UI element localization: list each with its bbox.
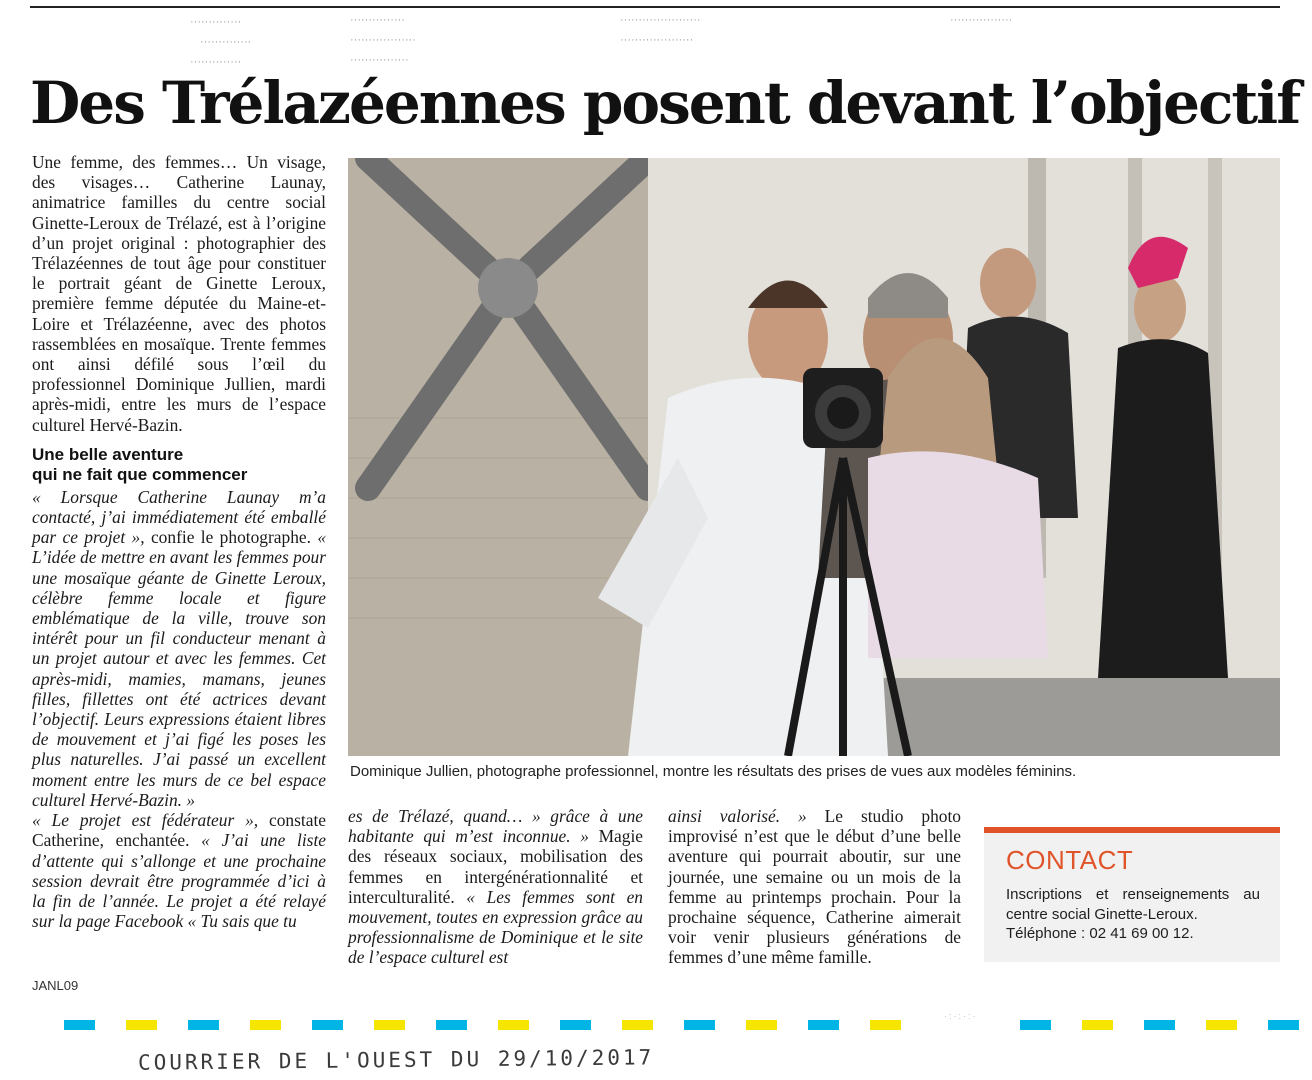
registration-swatch bbox=[1206, 1020, 1237, 1030]
contact-info: Inscriptions et renseignements au centre social Ginette-Leroux. bbox=[1006, 886, 1260, 923]
registration-swatch bbox=[1051, 1020, 1082, 1030]
registration-swatch bbox=[157, 1020, 188, 1030]
article-photo bbox=[348, 158, 1280, 756]
registration-swatch bbox=[808, 1020, 839, 1030]
contact-phone: Téléphone : 02 41 69 00 12. bbox=[1006, 925, 1194, 942]
contact-text bbox=[1006, 885, 1260, 944]
body-text: Magie des réseaux sociaux, mobilisation des femmes en intergénérationnalité et interculturalité. bbox=[348, 826, 644, 907]
previous-article-fragment: ··············· ······················ ················· ·················· ···················· ················ bbox=[350, 14, 1013, 66]
quote-paragraph-1 bbox=[32, 487, 326, 810]
registration-swatch bbox=[374, 1020, 405, 1030]
article-column-1 bbox=[32, 152, 326, 931]
registration-swatch bbox=[1113, 1020, 1144, 1030]
subheading-line-2: qui ne fait que commencer bbox=[32, 464, 248, 484]
registration-swatch bbox=[64, 1020, 95, 1030]
column-3-paragraph bbox=[668, 806, 961, 968]
quote-text: es de Trélazé, quand… » grâce à une habitante qui m’est inconnue. » bbox=[348, 806, 643, 847]
photo-illustration bbox=[348, 158, 1280, 756]
contact-box bbox=[984, 827, 1280, 962]
attribution-text: confie le photographe. bbox=[144, 527, 318, 548]
registration-swatch bbox=[1268, 1020, 1299, 1030]
registration-swatch bbox=[343, 1020, 374, 1030]
registration-swatch bbox=[715, 1020, 746, 1030]
registration-swatch bbox=[312, 1020, 343, 1030]
registration-swatch bbox=[1237, 1020, 1268, 1030]
registration-swatch bbox=[1144, 1020, 1175, 1030]
registration-swatch bbox=[684, 1020, 715, 1030]
quote-text: « Les femmes sont en mouvement, toutes en expression grâce au professionnalisme de Dominique et le site de l’espace culturel est bbox=[348, 886, 644, 968]
registration-swatch bbox=[1175, 1020, 1206, 1030]
quote-text: « Le projet est fédérateur », bbox=[32, 810, 259, 831]
quote-text: « L’idée de mettre en avant les femmes pour une mosaïque géante de Ginette Leroux, célèbre femme locale et figure emblématique de la ville, trouve son intérêt pour un fil conducteur menant à un projet autour et avec les femmes. Cet après-midi, mamies, mamans, jeunes filles, fillettes ont été actrices devant l’objectif. Leurs expressions étaient libres de mouvement et j’ai figé les poses les plus naturelles. J’ai passé un excellent moment entre les murs de ce bel espace culturel Hervé-Bazin. » bbox=[32, 527, 327, 810]
subheading bbox=[32, 445, 326, 485]
registration-swatch bbox=[591, 1020, 622, 1030]
quote-text: « Lorsque Catherine Launay m’a contacté, j’ai immédiatement été emballé par ce projet », bbox=[32, 486, 326, 548]
color-registration-bar-right bbox=[1020, 1020, 1299, 1030]
article-column-2 bbox=[348, 806, 643, 968]
registration-swatch bbox=[95, 1020, 126, 1030]
registration-swatch bbox=[560, 1020, 591, 1030]
quote-paragraph-2 bbox=[32, 810, 326, 931]
contact-accent-bar bbox=[984, 827, 1280, 833]
registration-swatch bbox=[250, 1020, 281, 1030]
registration-swatch bbox=[777, 1020, 808, 1030]
registration-swatch bbox=[467, 1020, 498, 1030]
previous-article-fragment-left: ·············· ·············· ·············· bbox=[190, 16, 252, 68]
top-rule bbox=[30, 6, 1280, 8]
registration-swatch bbox=[653, 1020, 684, 1030]
registration-swatch bbox=[281, 1020, 312, 1030]
quote-text: ainsi valorisé. » bbox=[668, 806, 807, 826]
body-text: Le studio photo improvisé n’est que le début d’une belle aventure qui pourrait aboutir, sur une journée, une semaine ou un mois de la femme au printemps prochain. Pour la prochaine séquence, Catherine aimerait voir venir plusieurs générations de femmes d’une même famille. bbox=[668, 806, 961, 968]
photo-caption: Dominique Jullien, photographe professionnel, montre les résultats des prises de vues aux modèles féminins. bbox=[350, 763, 1077, 780]
registration-swatch bbox=[1082, 1020, 1113, 1030]
registration-swatch bbox=[746, 1020, 777, 1030]
handwritten-source-note: COURRIER DE L'OUEST DU 29/10/2017 bbox=[137, 1045, 655, 1075]
registration-swatch bbox=[126, 1020, 157, 1030]
registration-swatch bbox=[436, 1020, 467, 1030]
color-registration-bar-left bbox=[64, 1020, 932, 1030]
registration-swatch bbox=[405, 1020, 436, 1030]
column-2-paragraph bbox=[348, 806, 643, 968]
registration-swatch bbox=[839, 1020, 870, 1030]
article-column-3 bbox=[668, 806, 961, 968]
contact-title: CONTACT bbox=[1006, 845, 1134, 875]
registration-swatch bbox=[529, 1020, 560, 1030]
registration-swatch bbox=[498, 1020, 529, 1030]
subheading-line-1: Une belle aventure bbox=[32, 444, 184, 464]
registration-dots: ·:·:·:· bbox=[944, 1011, 978, 1021]
registration-swatch bbox=[622, 1020, 653, 1030]
attribution-text: constate Catherine, enchantée. bbox=[32, 810, 326, 851]
quote-text: « J’ai une liste d’attente qui s’allonge et une prochaine session devrait être programmée d’ici à la fin de l’année. Le projet a été relayé sur la page Facebook « Tu sais que tu bbox=[32, 830, 326, 932]
registration-swatch bbox=[901, 1020, 932, 1030]
article-headline: Des Trélazéennes posent devant l’objectif bbox=[30, 69, 1300, 137]
intro-paragraph: Une femme, des femmes… Un visage, des visages… Catherine Launay, animatrice familles du centre social Ginette-Leroux de Trélazé, est à l’origine d’un projet original : photographier des Trélazéennes de tout âge pour constituer le portrait géant de Ginette Leroux, première femme députée du Maine-et-Loire et Trélazéenne, avec des photos rassemblées en mosaïque. Trente femmes ont ainsi défilé sous l’œil du professionnel Dominique Jullien, mardi après-midi, entre les murs de l’espace culturel Hervé-Bazin. bbox=[32, 152, 326, 435]
registration-swatch bbox=[1020, 1020, 1051, 1030]
registration-swatch bbox=[188, 1020, 219, 1030]
registration-swatch bbox=[219, 1020, 250, 1030]
registration-swatch bbox=[870, 1020, 901, 1030]
page-code: JANL09 bbox=[32, 978, 79, 993]
